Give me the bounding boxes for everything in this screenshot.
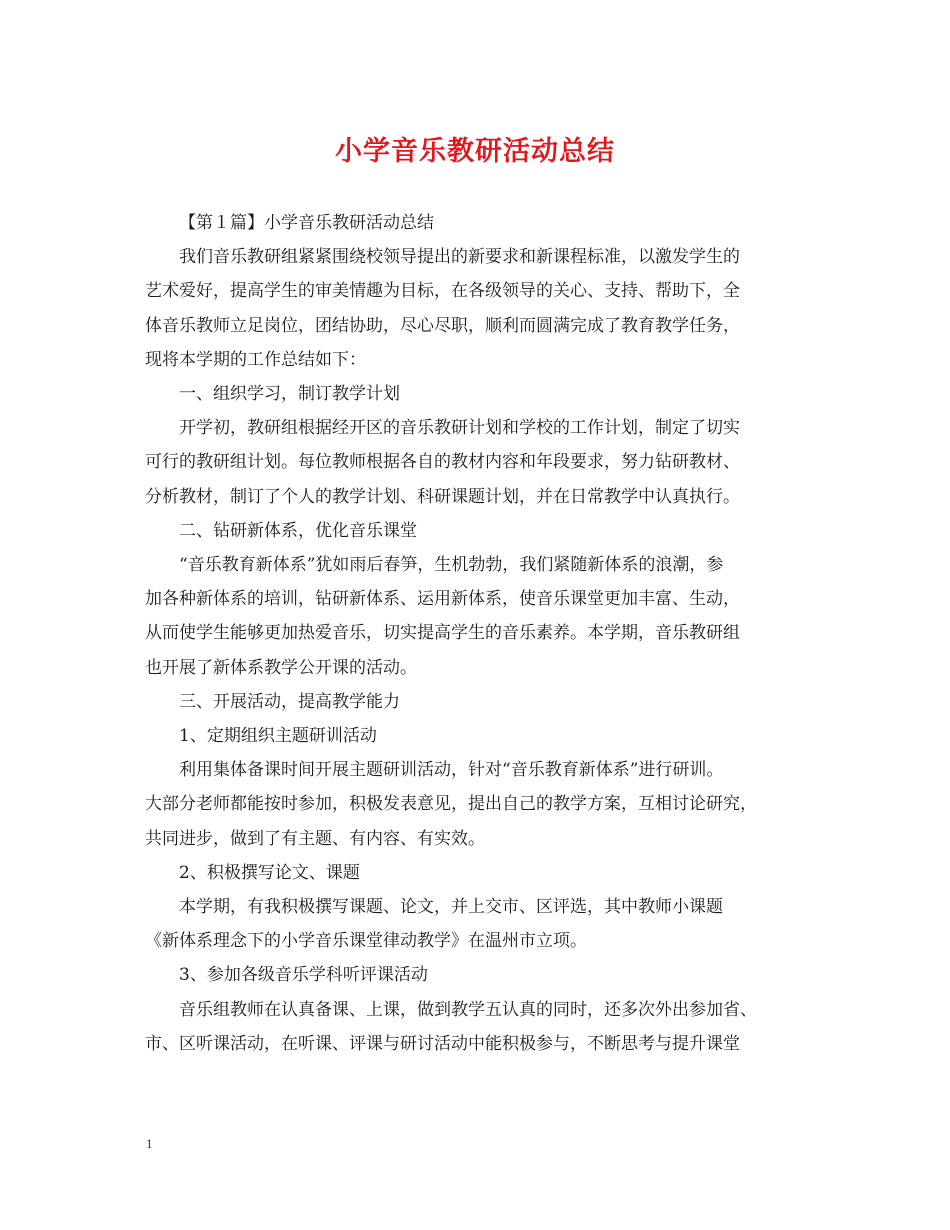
text-line: 可行的教研组计划。每位教师根据各自的教材内容和年段要求，努力钻研教材、 <box>145 452 740 473</box>
text-line: 【第１篇】小学音乐教研活动总结 <box>179 213 434 233</box>
text-line: 大部分老师都能按时参加，积极发表意见，提出自己的教学方案，互相讨论研究， <box>145 794 757 815</box>
text-line: 一、组织学习，制订教学计划 <box>179 384 400 405</box>
text-line: 从而使学生能够更加热爱音乐，切实提高学生的音乐素养。本学期，音乐教研组 <box>145 623 740 644</box>
text-line: 加各种新体系的培训，钻研新体系、运用新体系，使音乐课堂更加丰富、生动， <box>145 589 740 610</box>
text-line: 体音乐教师立足岗位，团结协助，尽心尽职，顺利而圆满完成了教育教学任务， <box>145 315 740 336</box>
text-line: 市、区听课活动，在听课、评课与研讨活动中能积极参与，不断思考与提升课堂 <box>145 1033 740 1054</box>
text-line: 现将本学期的工作总结如下： <box>145 349 366 370</box>
text-line: 音乐组教师在认真备课、上课，做到教学五认真的同时，还多次外出参加省、 <box>179 999 757 1020</box>
text-line: 利用集体备课时间开展主题研训活动，针对“音乐教育新体系”进行研训。 <box>179 760 724 781</box>
text-line: 二、钻研新体系，优化音乐课堂 <box>179 520 417 541</box>
page-number: 1 <box>146 1136 153 1151</box>
text-line: 我们音乐教研组紧紧围绕校领导提出的新要求和新课程标准，以激发学生的 <box>179 247 740 268</box>
document-body <box>145 206 813 1061</box>
text-line: 共同进步，做到了有主题、有内容、有实效。 <box>145 828 485 849</box>
text-line: 三、开展活动，提高教学能力 <box>179 691 400 712</box>
document-title: 小学音乐教研活动总结 <box>335 136 615 167</box>
text-line: 开学初，教研组根据经开区的音乐教研计划和学校的工作计划，制定了切实 <box>179 418 740 439</box>
text-line: 本学期，有我积极撰写课题、论文，并上交市、区评选，其中教师小课题 <box>179 897 723 918</box>
text-line: 1、定期组织主题研训活动 <box>179 726 377 747</box>
text-line: 分析教材，制订了个人的教学计划、科研课题计划，并在日常教学中认真执行。 <box>145 486 740 507</box>
text-line: “音乐教育新体系”犹如雨后春笋，生机勃勃，我们紧随新体系的浪潮，参 <box>179 555 724 576</box>
text-line: 3、参加各级音乐学科听评课活动 <box>179 965 428 986</box>
text-line: 艺术爱好，提高学生的审美情趣为目标，在各级领导的关心、支持、帮助下，全 <box>145 281 740 302</box>
text-line: 2、积极撰写论文、课题 <box>179 862 360 883</box>
text-line: 《新体系理念下的小学音乐课堂律动教学》在温州市立项。 <box>145 931 587 952</box>
text-line: 也开展了新体系教学公开课的活动。 <box>145 657 417 678</box>
